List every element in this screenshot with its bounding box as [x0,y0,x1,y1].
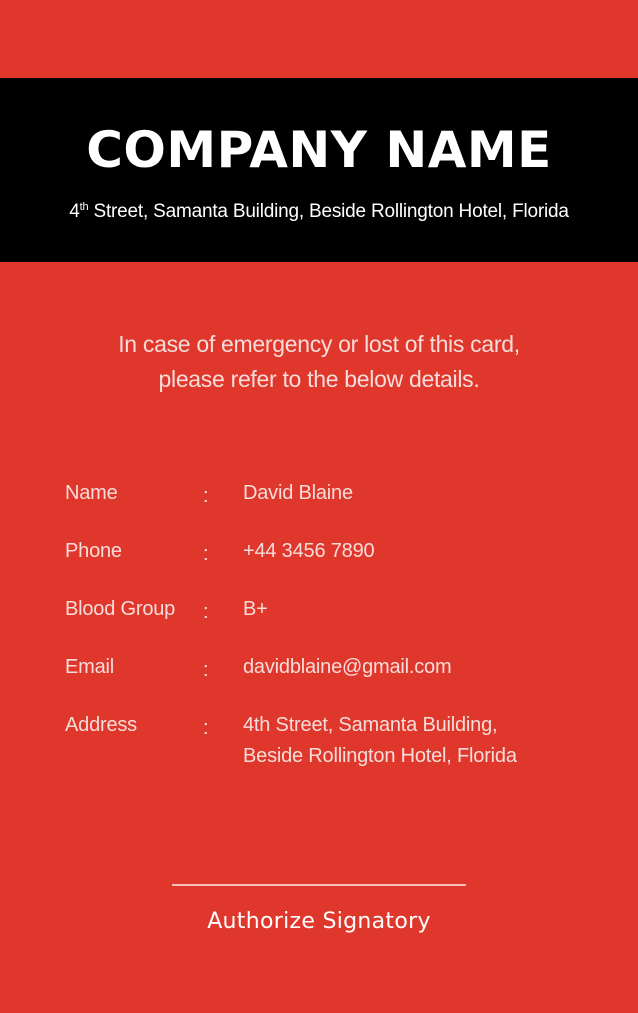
detail-label-email: Email [65,656,115,678]
detail-label-address: Address [65,714,137,736]
company-address-rest: Street, Samanta Building, Beside Rollington Hotel, Florida [88,201,569,222]
detail-label-name: Name [65,482,118,504]
detail-separator-phone: : [203,543,209,565]
detail-value-address [243,710,603,772]
detail-row-email [65,652,605,710]
detail-value-blood-group: B+ [243,598,268,620]
detail-separator-name: : [203,485,209,507]
emergency-notice-line-2: please refer to the below details. [158,366,480,392]
detail-value-name: David Blaine [243,482,353,504]
detail-separator-blood-group: : [203,601,209,623]
detail-value-address-line-1: 4th Street, Samanta Building, [243,714,498,736]
company-name: COMPANY NAME [86,121,552,179]
detail-row-blood-group [65,594,605,652]
detail-label-blood-group: Blood Group [65,598,176,620]
detail-value-email: davidblaine@gmail.com [243,656,452,678]
detail-value-phone: +44 3456 7890 [243,540,375,562]
company-address-number: 4 [69,201,80,222]
emergency-notice-line-1: In case of emergency or lost of this card, [118,331,520,357]
signature-label: Authorize Signatory [207,909,431,934]
detail-label-phone: Phone [65,540,122,562]
detail-row-name [65,478,605,536]
company-address-suffix: th [79,201,89,213]
detail-separator-email: : [203,659,209,681]
detail-row-phone [65,536,605,594]
detail-row-address [65,710,605,790]
details-list [65,478,605,790]
company-address [0,198,638,226]
signature-line [172,884,466,886]
detail-separator-address: : [203,717,209,739]
emergency-notice [0,327,638,397]
detail-value-address-line-2: Beside Rollington Hotel, Florida [243,745,517,767]
